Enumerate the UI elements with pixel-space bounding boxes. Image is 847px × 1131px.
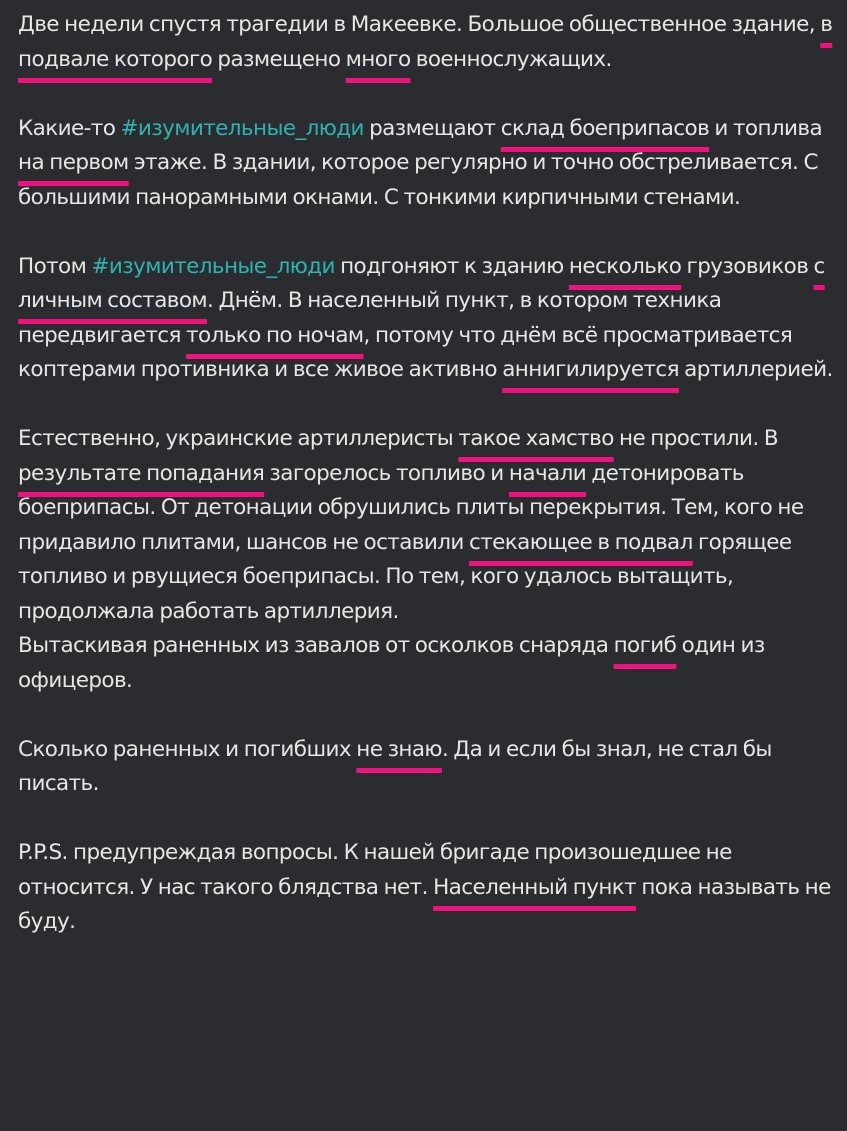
text-run: один из офицеров.	[18, 633, 765, 693]
text-run: . Днём. В населенный пункт, в котором техника передвигается	[18, 288, 722, 348]
highlighted-phrase: на первом	[18, 150, 129, 175]
highlighted-phrase: только по ночам	[186, 322, 364, 348]
text-run: Сколько раненных и погибших	[18, 736, 357, 762]
text-run: пока называть не буду.	[18, 874, 831, 934]
text-run: этаже. В здании, которое регулярно и точно обстреливается. С большими панорамными окнами. С тонкими кирпичными стенами.	[18, 150, 818, 210]
highlighted-phrase: стекающее в подвал	[469, 529, 693, 555]
highlighted-phrase: результате попадания	[18, 460, 265, 486]
text-run: детонировать боеприпасы. От детонации обрушились плиты перекрытия. Тем, кого не придавило плитами, шансов не оставили	[18, 460, 804, 555]
paragraph-pps	[18, 836, 838, 940]
highlighted-phrase: начали	[508, 460, 587, 486]
text-run: горящее топливо и рвущиеся боеприпасы. По тем, кого удалось вытащить, продолжала работать артиллерия.	[18, 529, 792, 624]
paragraph-ammo-depot	[18, 112, 838, 216]
message-text	[18, 8, 838, 940]
highlighted-phrase: склад боеприпасов	[500, 115, 710, 141]
text-run: военнослужащих.	[410, 46, 612, 72]
text-run: Вытаскивая раненных из завалов от осколков снаряда	[18, 633, 614, 658]
text-run: подгоняют к зданию	[334, 253, 569, 279]
highlighted-phrase: Населенный пункт	[433, 874, 637, 900]
highlighted-phrase: погиб	[613, 633, 677, 658]
text-run: Две недели спустя трагедии в Макеевке. Большое общественное здание,	[18, 12, 821, 37]
paragraph-trucks	[18, 250, 838, 388]
text-run: Какие-то	[18, 115, 121, 141]
text-run: загорелось топливо и	[264, 460, 509, 486]
text-run: артиллерией.	[678, 357, 833, 382]
highlighted-phrase: не знаю	[356, 736, 442, 762]
paragraph-intro	[18, 8, 838, 77]
text-run: размещают	[363, 115, 501, 141]
text-run: , потому что днём всё просматривается коптерами противника и все живое активно	[18, 322, 793, 382]
paragraph-strike	[18, 422, 838, 629]
hashtag-link[interactable]: #изумительные_люди	[120, 115, 364, 141]
text-run: Потом	[18, 253, 92, 279]
text-run: размещено	[212, 46, 346, 72]
paragraph-casualties	[18, 733, 838, 802]
highlighted-phrase: несколько	[568, 253, 682, 279]
text-run: . Да и если бы знал, не стал бы писать.	[18, 736, 772, 796]
text-run: грузовиков	[681, 253, 814, 279]
highlighted-phrase: много	[345, 46, 411, 72]
highlighted-phrase: с личным составом	[18, 253, 825, 313]
highlighted-phrase: аннигилируется	[502, 357, 679, 382]
highlighted-phrase: такое хамство	[458, 426, 614, 451]
highlighted-phrase: в подвале которого	[18, 12, 833, 72]
text-run: и топлива	[709, 115, 823, 141]
paragraph-officer	[18, 629, 838, 698]
hashtag-link[interactable]: #изумительные_люди	[91, 253, 335, 279]
text-run: Естественно, украинские артиллеристы	[18, 426, 459, 451]
text-run: P.P.S. предупреждая вопросы. К нашей бригаде произошедшее не относится. У нас такого блядства нет.	[18, 840, 732, 900]
text-run: не простили. В	[613, 426, 779, 451]
